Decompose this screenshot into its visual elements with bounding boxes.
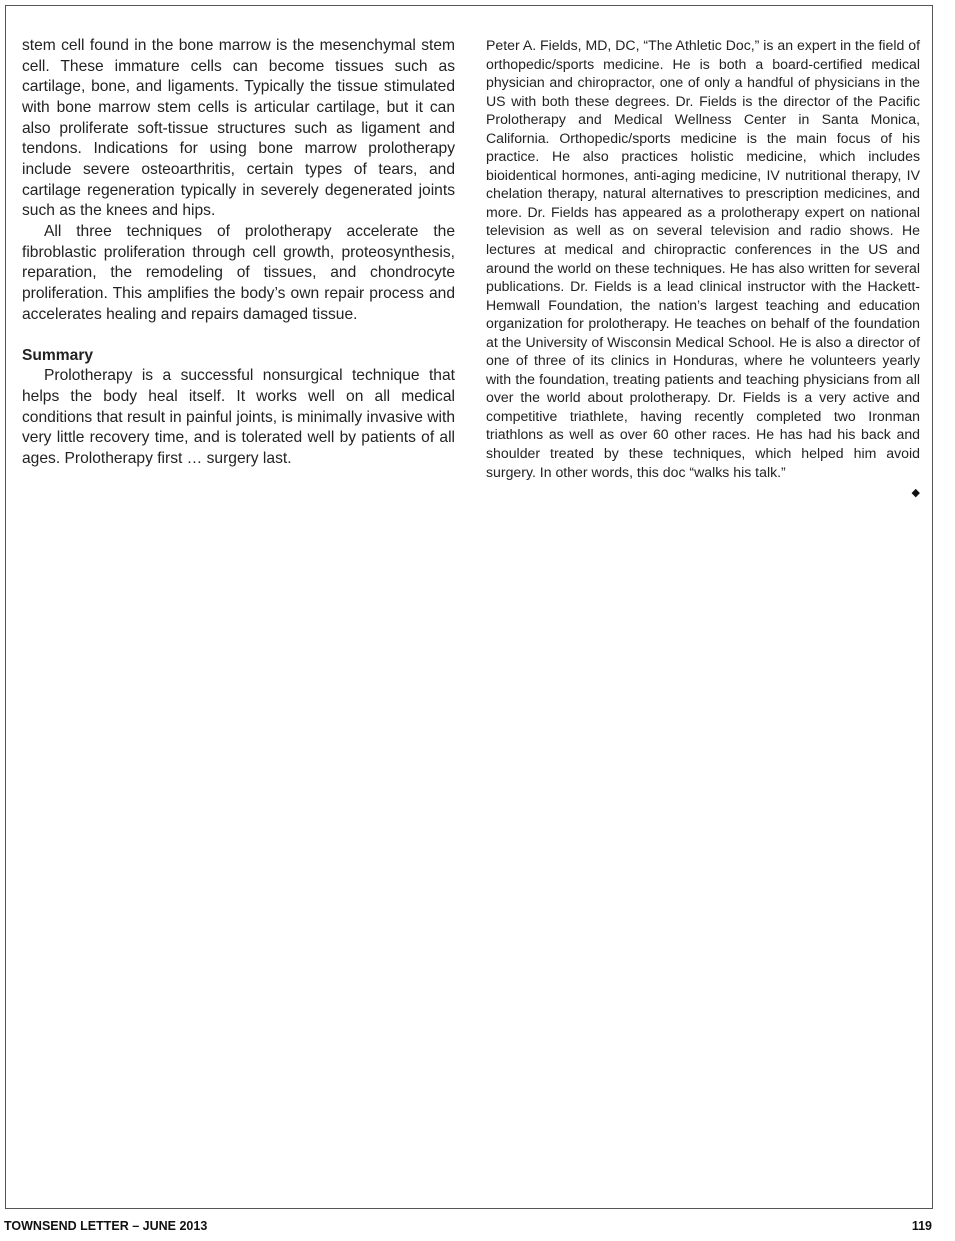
right-column [486, 36, 920, 502]
page-footer [4, 1216, 932, 1236]
footer-page-number: 119 [911, 1219, 932, 1233]
section-heading-summary: Summary [22, 346, 94, 364]
body-paragraph: All three techniques of prolotherapy accelerate the fibroblastic proliferation through cell growth, proteosynthesis, reparation, the remodeling of tissues, and chondrocyte proliferation. This amplifies the body’s own repair process and accelerates healing and repairs damaged tissue. [22, 222, 455, 323]
body-paragraph: stem cell found in the bone marrow is the mesenchymal stem cell. These immature cells can become tissues such as cartilage, bone, and ligaments. Typically the tissue stimulated with bone marrow stem cells is articular cartilage, but it can also proliferate soft-tissue structures such as ligament and tendons. Indications for using bone marrow prolotherapy include severe osteoarthritis, certain types of tears, and cartilage regeneration typically in severely degenerated joints such as the knees and hips. [22, 37, 455, 220]
end-of-article-diamond-icon: ◆ [911, 487, 920, 500]
left-column [22, 36, 455, 470]
footer-publication: TOWNSEND LETTER – JUNE 2013 [4, 1219, 208, 1233]
summary-paragraph: Prolotherapy is a successful nonsurgical technique that helps the body heal itself. It works well on all medical conditions that result in painful joints, is minimally invasive with very little recovery time, and is tolerated well by patients of all ages. Prolotherapy first … surgery last. [22, 367, 455, 468]
author-bio: Peter A. Fields, MD, DC, “The Athletic Doc,” is an expert in the field of orthopedic/sports medicine. He is both a board-certified medical physician and chiropractor, one of only a handful of physicians in the US with both these degrees. Dr. Fields is the director of the Pacific Prolotherapy and Medical Wellness Center in Santa Monica, California. Orthopedic/sports medicine is the main focus of his practice. He also practices holistic medicine, which includes bioidentical hormones, anti-aging medicine, IV nutritional therapy, IV chelation therapy, natural alternatives to prescription medicines, and more. Dr. Fields has appeared as a prolotherapy expert on national television as well as on several television and radio shows. He lectures at medical and chiropractic conferences in the US and around the world on these techniques. He has also written for several publications. Dr. Fields is a lead clinical instructor with the Hackett-Hemwall Foundation, the nation’s largest teaching and education organization for prolotherapy. He teaches on behalf of the foundation at the University of Wisconsin Medical School. He is also a director of one of three of its clinics in Honduras, where he volunteers yearly with the foundation, treating patients and teaching physicians from all over the world about prolotherapy. Dr. Fields is a very active and competitive triathlete, having recently completed two Ironman triathlons as well as over 60 other races. He has had his back and shoulder treated by these techniques, which helped him avoid surgery. In other words, this doc “walks his talk.” [486, 37, 920, 480]
